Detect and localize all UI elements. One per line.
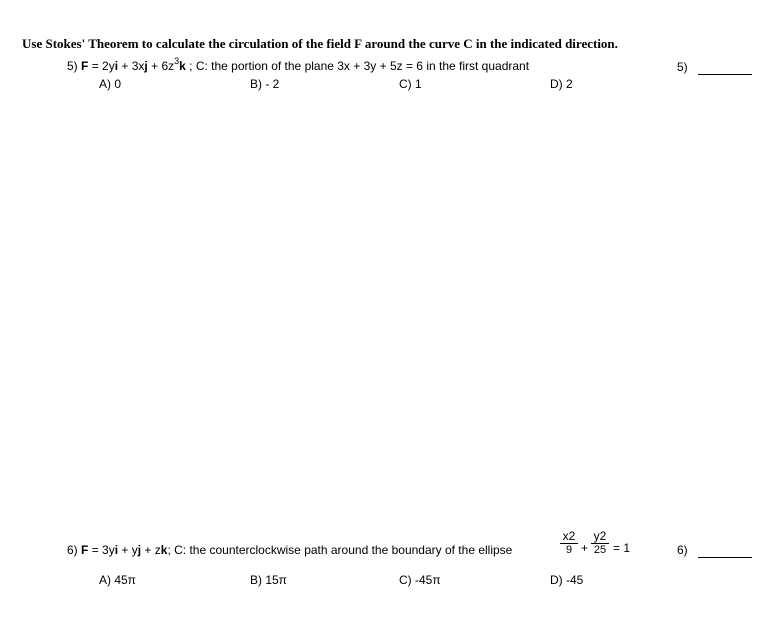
field-term: + 6z [147, 59, 175, 73]
field-term: + z [141, 543, 161, 557]
fraction-denominator: 25 [593, 544, 607, 556]
unit-vector-i: i [114, 59, 119, 73]
unit-vector-k: k [160, 543, 168, 557]
choice-a[interactable]: A) 0 [99, 77, 122, 91]
choice-c[interactable]: C) -45π [399, 573, 441, 587]
answer-blank-6[interactable] [698, 557, 752, 558]
exponent: 3 [174, 56, 180, 66]
equals-one: = 1 [613, 541, 631, 555]
fraction-x2-over-9 [560, 530, 578, 556]
curve-description: ; C: the portion of the plane 3x + 3y + 5z = 6 in the first quadrant [185, 59, 530, 73]
field-term: = 3y [88, 543, 115, 557]
answer-label-6: 6) [677, 543, 688, 557]
choice-b[interactable]: B) 15π [250, 573, 287, 587]
choice-b[interactable]: B) - 2 [250, 77, 280, 91]
unit-vector-k: k [179, 59, 186, 73]
field-term: + y [118, 543, 138, 557]
unit-vector-j: j [137, 543, 142, 557]
answer-label-5: 5) [677, 60, 688, 74]
curve-description: ; C: the counterclockwise path around the boundary of the ellipse [167, 543, 513, 557]
fraction-y2-over-25 [591, 530, 609, 556]
answer-blank-5[interactable] [698, 74, 752, 75]
choice-c[interactable]: C) 1 [399, 77, 422, 91]
question-5-text [67, 56, 530, 73]
question-number: 5) [67, 59, 78, 73]
vector-field-symbol: F [81, 59, 89, 73]
unit-vector-i: i [114, 543, 119, 557]
question-number: 6) [67, 543, 78, 557]
choice-d[interactable]: D) 2 [550, 77, 573, 91]
question-6-text [67, 543, 512, 557]
plus-sign: + [581, 541, 589, 555]
field-term: + 3x [118, 59, 145, 73]
instructions-heading: Use Stokes' Theorem to calculate the circulation of the field F around the curve C in the indicated direction. [22, 36, 618, 51]
fraction-denominator: 9 [565, 544, 573, 556]
vector-field-symbol: F [81, 543, 89, 557]
fraction-numerator: y2 [593, 529, 607, 543]
fraction-numerator: x2 [562, 529, 576, 543]
choice-a[interactable]: A) 45π [99, 573, 136, 587]
field-term: = 2y [88, 59, 115, 73]
choice-d[interactable]: D) -45 [550, 573, 584, 587]
unit-vector-j: j [144, 59, 148, 73]
